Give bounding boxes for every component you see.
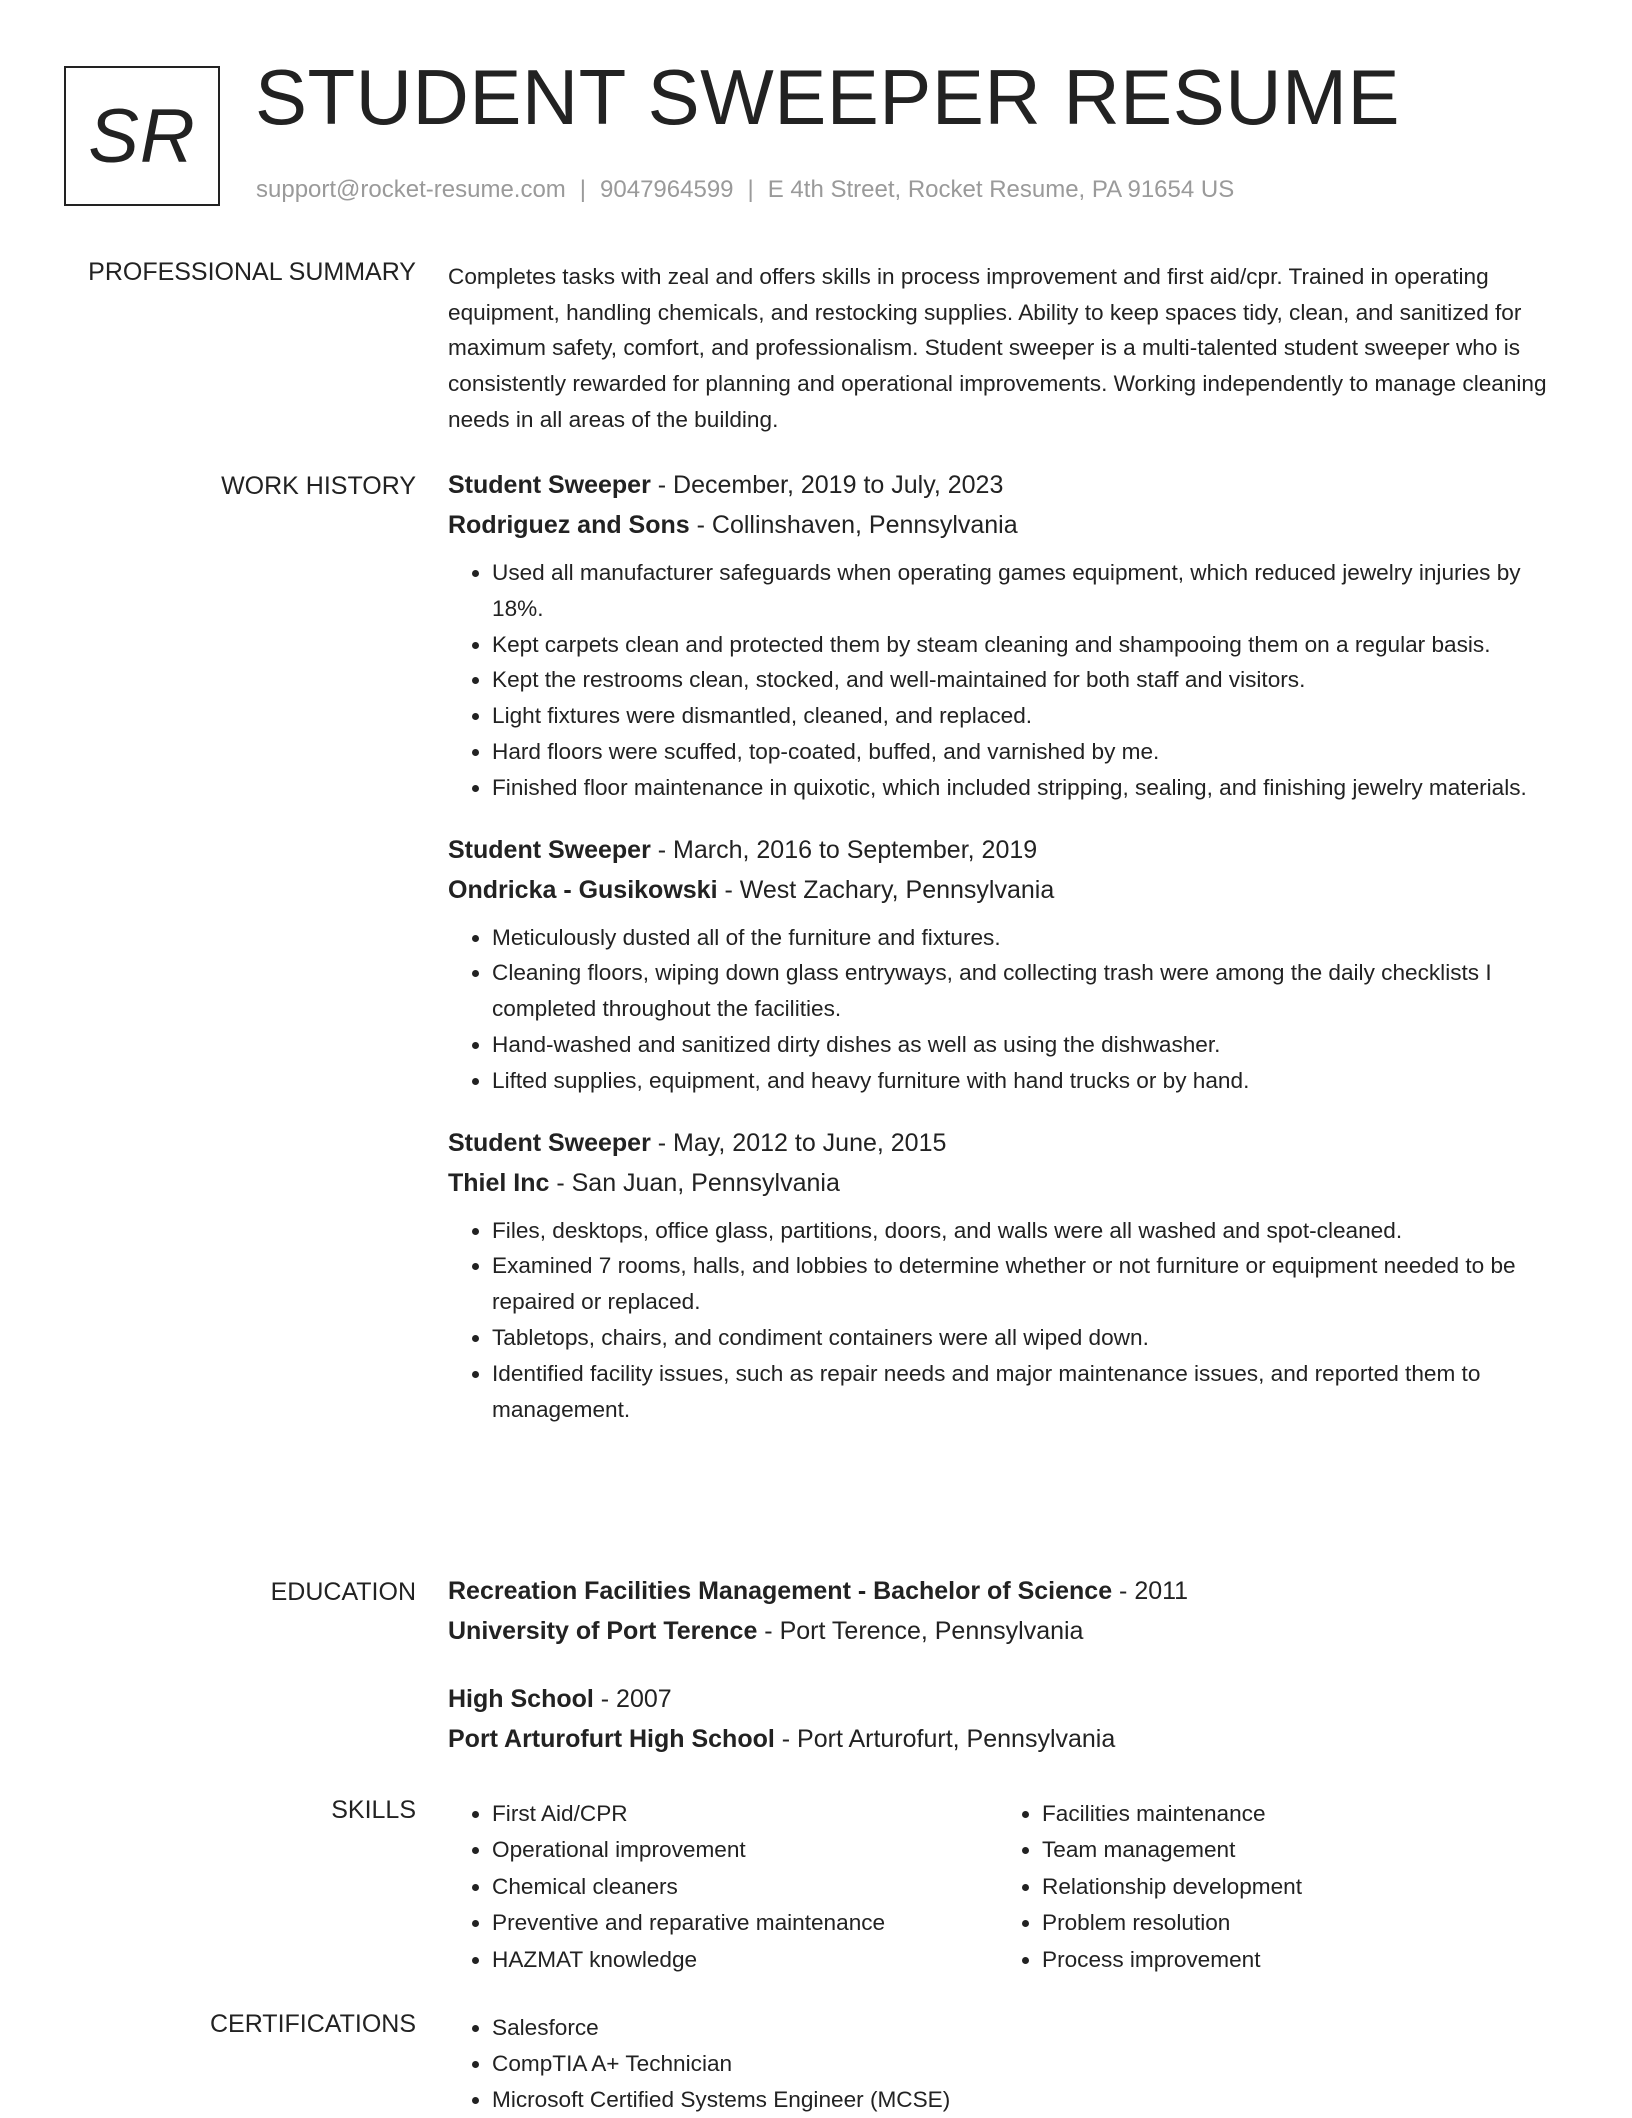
skill-item: • Team management [1042, 1832, 1302, 1868]
school-location: - Port Terence, Pennsylvania [757, 1617, 1084, 1645]
skill-item: • Relationship development [1042, 1869, 1302, 1905]
degree-name: High School [448, 1685, 594, 1713]
contact-separator: | [747, 176, 754, 203]
section-title-work-history: WORK HISTORY [221, 472, 416, 500]
job-company-line [448, 505, 1568, 545]
job-bullet: • Light fixtures were dismantled, cleaned, and replaced. [492, 698, 1568, 734]
certifications-list [448, 2010, 1568, 2118]
certification-item: • Microsoft Certified Systems Engineer (MCSE) [492, 2082, 1568, 2118]
resume-title: STUDENT SWEEPER RESUME [255, 53, 1401, 141]
job-role: Student Sweeper [448, 471, 651, 499]
job-bullets [448, 555, 1568, 806]
skill-item: • Operational improvement [492, 1832, 998, 1868]
skill-item: • HAZMAT knowledge [492, 1942, 998, 1978]
education-entry [448, 1679, 1568, 1759]
job-bullet: • Identified facility issues, such as repair needs and major maintenance issues, and reported them to management. [492, 1356, 1568, 1428]
school-name: University of Port Terence [448, 1617, 758, 1645]
job-company: Ondricka - Gusikowski [448, 875, 718, 904]
skill-item: • Chemical cleaners [492, 1869, 998, 1905]
school-location: - Port Arturofurt, Pennsylvania [774, 1725, 1116, 1753]
contact-email[interactable]: support@rocket-resume.com [256, 176, 566, 203]
job-bullet: • Hand-washed and sanitized dirty dishes as well as using the dishwasher. [492, 1027, 1568, 1063]
job-bullets [448, 1213, 1568, 1428]
section-title-skills: SKILLS [331, 1796, 416, 1824]
skill-item: • Process improvement [1042, 1942, 1302, 1978]
job-bullet: • Finished floor maintenance in quixotic, which included stripping, sealing, and finishing jewelry materials. [492, 770, 1568, 806]
job-role: Student Sweeper [448, 1128, 651, 1157]
skills-grid [448, 1796, 1568, 1978]
certification-item: • Salesforce [492, 2010, 1568, 2046]
education-entry [448, 1571, 1568, 1651]
skills-column [448, 1796, 998, 1978]
job-dates: - March, 2016 to September, 2019 [650, 835, 1038, 864]
job-bullet: • Kept the restrooms clean, stocked, and well-maintained for both staff and visitors. [492, 662, 1568, 698]
job-bullet: • Kept carpets clean and protected them by steam cleaning and shampooing them on a regular basis. [492, 627, 1568, 663]
contact-line [256, 176, 1234, 204]
section-title-summary: PROFESSIONAL SUMMARY [88, 258, 416, 286]
job-entry [448, 1123, 1568, 1428]
degree-year: - 2011 [1112, 1577, 1189, 1605]
job-bullets [448, 920, 1568, 1099]
job-entry [448, 830, 1568, 1099]
job-company-line [448, 870, 1568, 910]
job-dates: - December, 2019 to July, 2023 [650, 471, 1004, 499]
degree-year: - 2007 [593, 1685, 672, 1713]
skills-column [998, 1796, 1302, 1978]
job-title-line [448, 830, 1568, 870]
summary-text: Completes tasks with zeal and offers skills in process improvement and first aid/cpr. Trained in operating equipment, handling chemicals, and restocking supplies. Ability to keep spaces tidy, clean, and sanitized for maximum safety, comfort, and professionalism. Student sweeper is a multi-talented student sweeper who is consistently rewarded for planning and operational improvements. Working independently to manage cleaning needs in all areas of the building. [448, 264, 1547, 432]
section-title-education: EDUCATION [270, 1578, 416, 1606]
job-bullet: • Hard floors were scuffed, top-coated, buffed, and varnished by me. [492, 734, 1568, 770]
job-dates: - May, 2012 to June, 2015 [650, 1128, 947, 1157]
job-bullet: • Lifted supplies, equipment, and heavy furniture with hand trucks or by hand. [492, 1063, 1568, 1099]
skill-item: • Facilities maintenance [1042, 1796, 1302, 1832]
job-company-line [448, 1163, 1568, 1203]
certification-item: • CompTIA A+ Technician [492, 2046, 1568, 2082]
contact-phone[interactable]: 9047964599 [600, 176, 734, 203]
section-title-certifications: CERTIFICATIONS [209, 2010, 416, 2038]
contact-address: E 4th Street, Rocket Resume, PA 91654 US [767, 176, 1235, 203]
skill-item: • Problem resolution [1042, 1905, 1302, 1941]
job-bullet: • Cleaning floors, wiping down glass entryways, and collecting trash were among the daily checklists I completed throughout the facilities. [492, 955, 1568, 1027]
skill-item: • Preventive and reparative maintenance [492, 1905, 998, 1941]
degree-line [448, 1679, 1568, 1719]
degree-name: Recreation Facilities Management - Bachelor of Science [448, 1577, 1113, 1605]
job-entry [448, 465, 1568, 806]
job-bullet: • Tabletops, chairs, and condiment containers were all wiped down. [492, 1320, 1568, 1356]
job-location: - Collinshaven, Pennsylvania [689, 511, 1018, 539]
job-bullet: • Examined 7 rooms, halls, and lobbies to determine whether or not furniture or equipment needed to be repaired or replaced. [492, 1248, 1568, 1320]
job-company: Thiel Inc [448, 1168, 550, 1197]
job-title-line [448, 465, 1568, 505]
contact-separator: | [579, 176, 587, 203]
job-role: Student Sweeper [448, 835, 651, 864]
job-title-line [448, 1123, 1568, 1163]
degree-line [448, 1571, 1568, 1611]
job-company: Rodriguez and Sons [448, 511, 690, 539]
monogram-logo: SR [64, 66, 220, 206]
school-line [448, 1719, 1568, 1759]
job-bullet: • Used all manufacturer safeguards when operating games equipment, which reduced jewelry injuries by 18%. [492, 555, 1568, 627]
school-name: Port Arturofurt High School [448, 1725, 775, 1753]
job-bullet: • Files, desktops, office glass, partitions, doors, and walls were all washed and spot-cleaned. [492, 1213, 1568, 1249]
skill-item: • First Aid/CPR [492, 1796, 998, 1832]
job-location: - West Zachary, Pennsylvania [717, 875, 1055, 904]
school-line [448, 1611, 1568, 1651]
job-location: - San Juan, Pennsylvania [549, 1168, 840, 1197]
job-bullet: • Meticulously dusted all of the furniture and fixtures. [492, 920, 1568, 956]
